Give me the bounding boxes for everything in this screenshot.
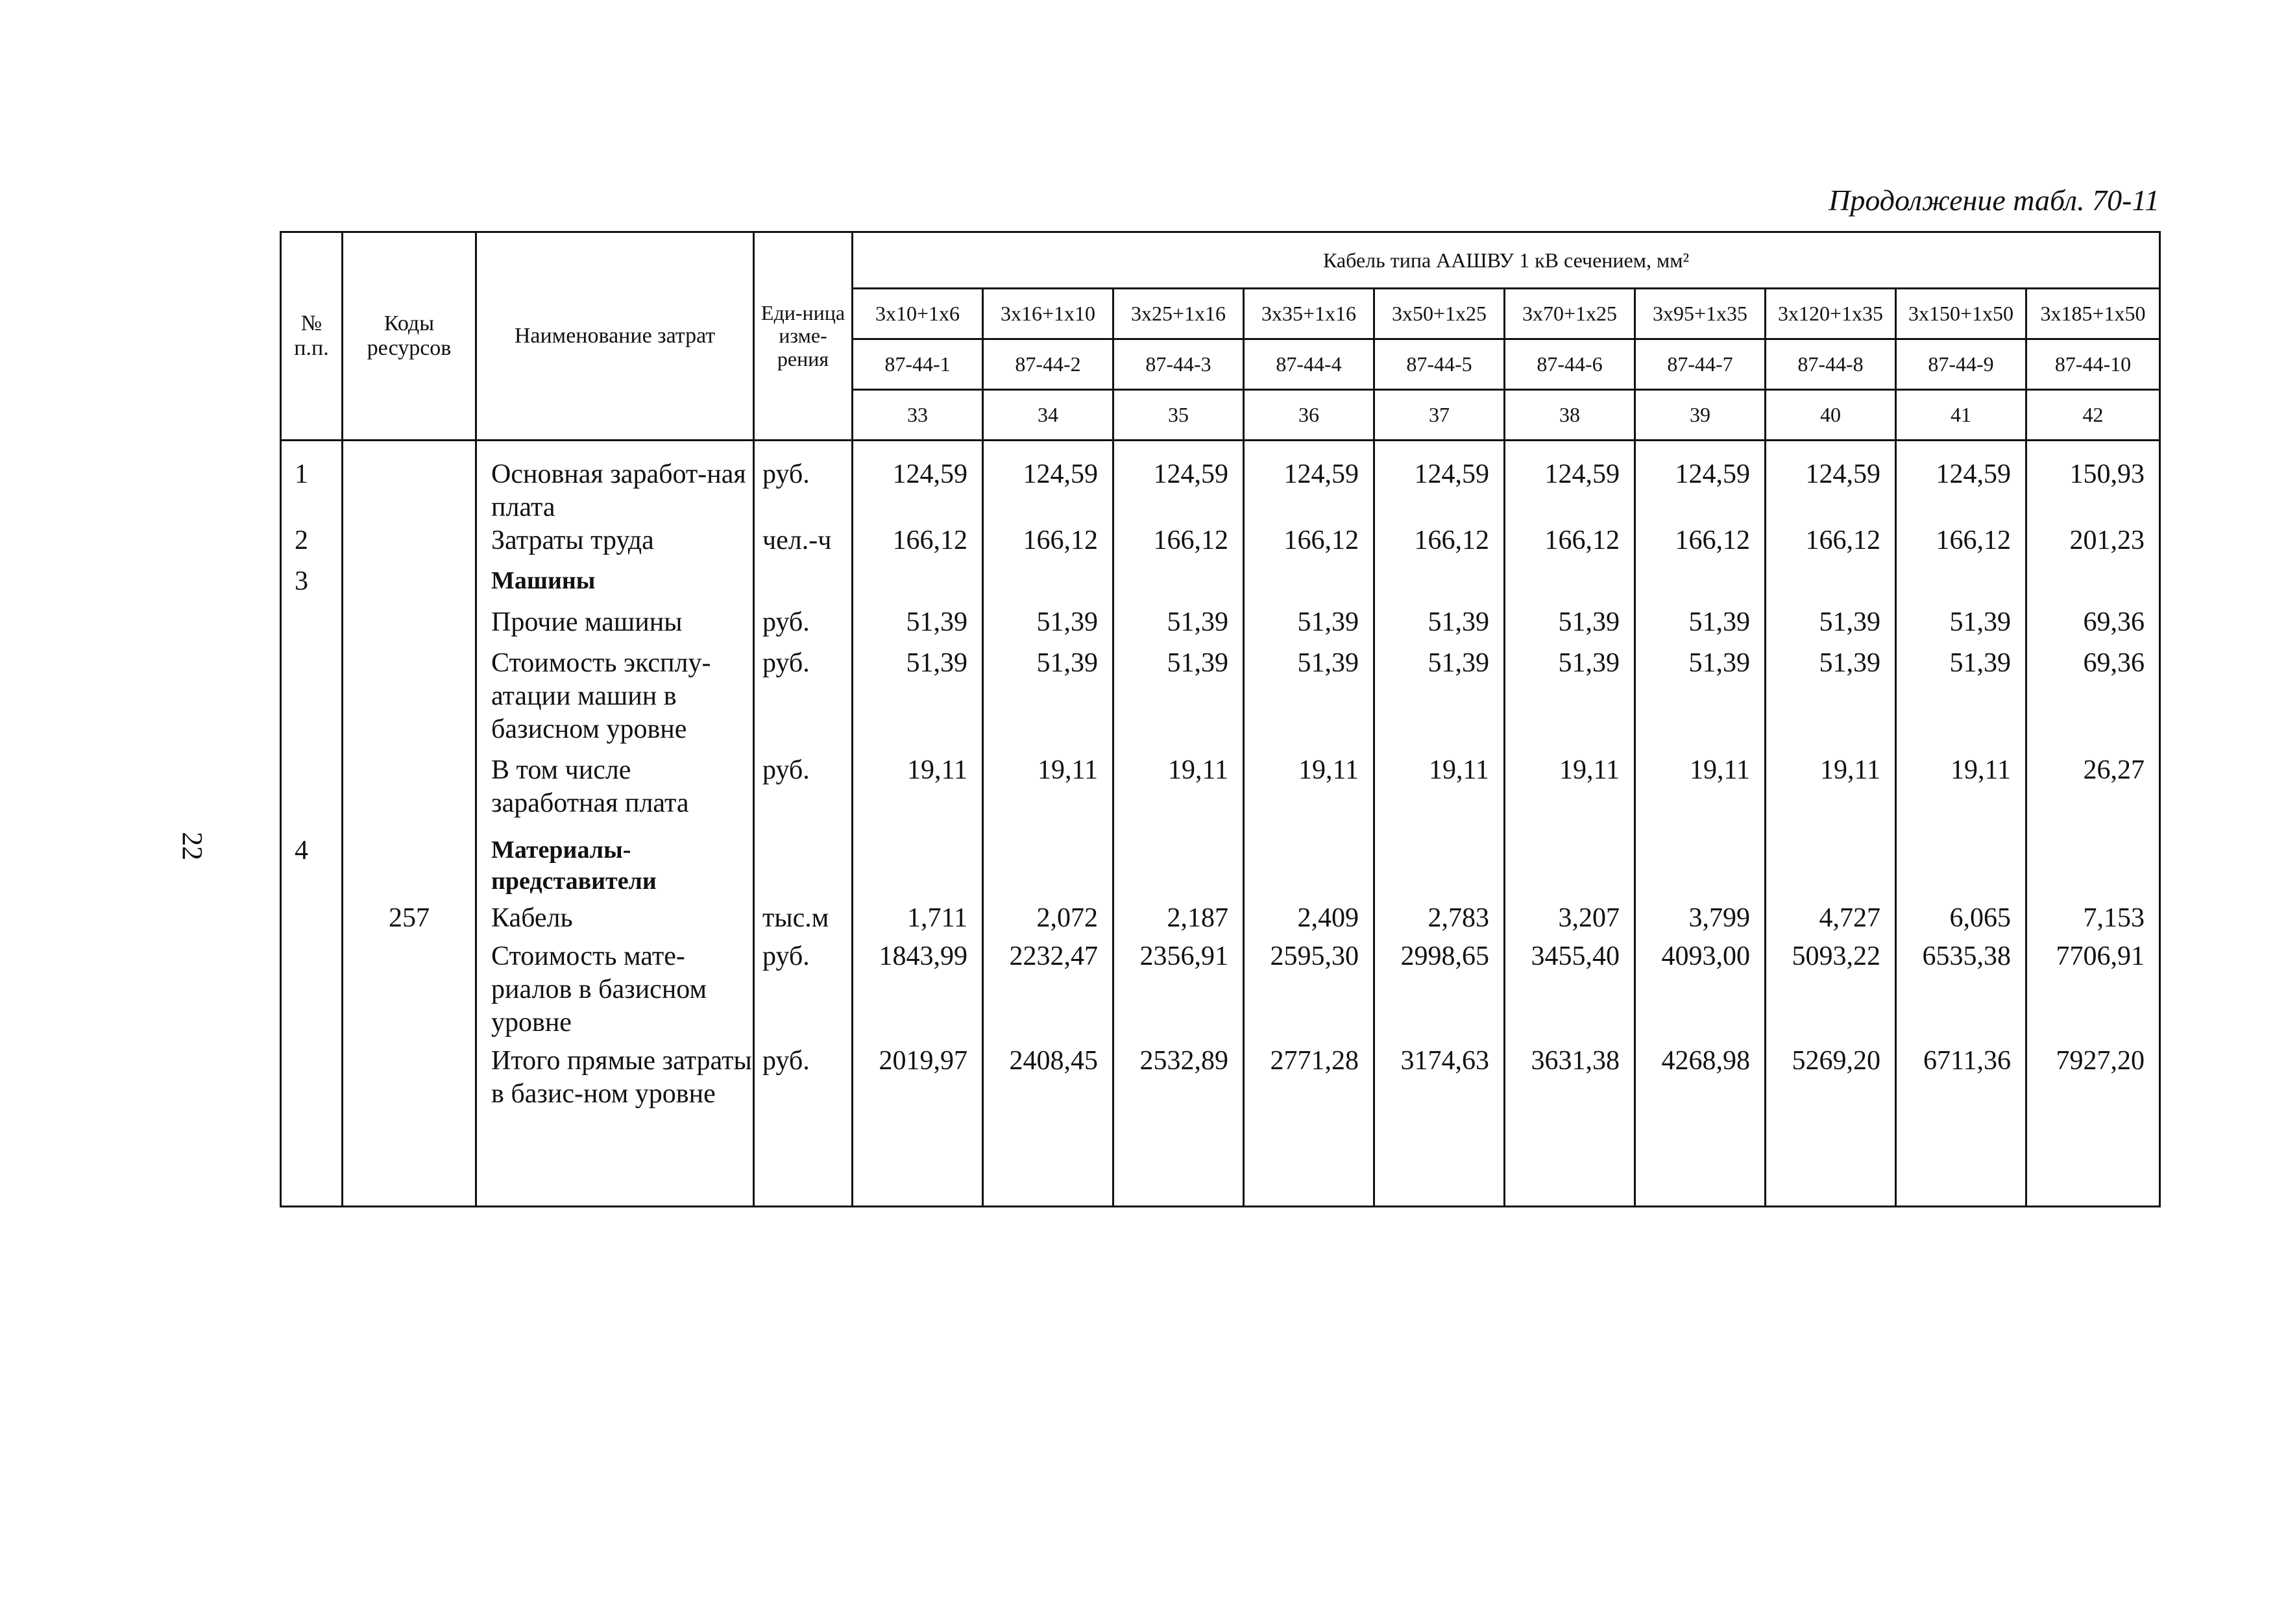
unit-of-measure xyxy=(754,557,853,598)
value-cell: 51,39 xyxy=(1766,639,1896,746)
row-number: 2 xyxy=(281,524,343,557)
header-size: 3x10+1x6 xyxy=(853,289,983,339)
value-cell: 4093,00 xyxy=(1635,935,1766,1039)
table-row xyxy=(281,557,2160,598)
value-cell: 19,11 xyxy=(1244,746,1374,820)
page-number: 22 xyxy=(176,832,208,860)
unit-of-measure: руб. xyxy=(754,746,853,820)
value-cell: 51,39 xyxy=(983,598,1113,639)
cost-item-name: Затраты труда xyxy=(476,524,754,557)
value-cell: 166,12 xyxy=(1244,524,1374,557)
cost-item-name: Основная заработ-ная плата xyxy=(476,441,754,525)
value-cell: 5269,20 xyxy=(1766,1039,1896,1111)
value-cell: 124,59 xyxy=(1766,441,1896,525)
header-no: № п.п. xyxy=(281,232,343,441)
value-cell xyxy=(1766,820,1896,897)
value-cell: 51,39 xyxy=(1113,639,1244,746)
value-cell: 51,39 xyxy=(1505,639,1635,746)
unit-of-measure xyxy=(754,820,853,897)
resource-code: 257 xyxy=(343,897,476,935)
table-row xyxy=(281,935,2160,1039)
header-rate-code: 87-44-1 xyxy=(853,339,983,390)
row-number xyxy=(281,1039,343,1111)
header-rate-code: 87-44-7 xyxy=(1635,339,1766,390)
row-number xyxy=(281,897,343,935)
value-cell xyxy=(2026,557,2160,598)
value-cell: 2771,28 xyxy=(1244,1039,1374,1111)
resource-code xyxy=(343,524,476,557)
value-cell: 26,27 xyxy=(2026,746,2160,820)
value-cell: 2408,45 xyxy=(983,1039,1113,1111)
header-column-number: 39 xyxy=(1635,390,1766,441)
value-cell xyxy=(1374,820,1505,897)
header-size: 3x95+1x35 xyxy=(1635,289,1766,339)
value-cell: 3631,38 xyxy=(1505,1039,1635,1111)
header-rate-code: 87-44-6 xyxy=(1505,339,1635,390)
value-cell: 51,39 xyxy=(1896,598,2026,639)
empty-cell xyxy=(2026,1111,2160,1207)
value-cell xyxy=(1244,820,1374,897)
value-cell: 2,409 xyxy=(1244,897,1374,935)
value-cell: 124,59 xyxy=(1374,441,1505,525)
unit-of-measure: руб. xyxy=(754,598,853,639)
section-heading: Материалы-представители xyxy=(476,820,754,897)
value-cell: 69,36 xyxy=(2026,598,2160,639)
cost-item-name: Кабель xyxy=(476,897,754,935)
value-cell: 166,12 xyxy=(1113,524,1244,557)
value-cell: 124,59 xyxy=(853,441,983,525)
value-cell: 124,59 xyxy=(1244,441,1374,525)
empty-cell xyxy=(281,1111,343,1207)
unit-of-measure: руб. xyxy=(754,441,853,525)
value-cell: 150,93 xyxy=(2026,441,2160,525)
table-row xyxy=(281,639,2160,746)
value-cell: 51,39 xyxy=(1374,639,1505,746)
value-cell: 69,36 xyxy=(2026,639,2160,746)
empty-cell xyxy=(1505,1111,1635,1207)
cost-item-name: Итого прямые затраты в базис-ном уровне xyxy=(476,1039,754,1111)
table-body xyxy=(281,441,2160,1207)
header-unit: Еди-ница изме-рения xyxy=(754,232,853,441)
resource-code xyxy=(343,557,476,598)
table-continuation-caption: Продолжение табл. 70-11 xyxy=(1829,184,2159,217)
unit-of-measure: руб. xyxy=(754,639,853,746)
resource-code xyxy=(343,935,476,1039)
resource-code xyxy=(343,1039,476,1111)
value-cell: 4268,98 xyxy=(1635,1039,1766,1111)
empty-cell xyxy=(1766,1111,1896,1207)
value-cell: 124,59 xyxy=(1635,441,1766,525)
header-size: 3x50+1x25 xyxy=(1374,289,1505,339)
empty-cell xyxy=(1896,1111,2026,1207)
value-cell: 51,39 xyxy=(1635,598,1766,639)
header-column-number: 38 xyxy=(1505,390,1635,441)
header-column-number: 33 xyxy=(853,390,983,441)
table-bottom-filler xyxy=(281,1111,2160,1207)
value-cell: 166,12 xyxy=(1505,524,1635,557)
table-row xyxy=(281,524,2160,557)
value-cell: 7,153 xyxy=(2026,897,2160,935)
row-number xyxy=(281,639,343,746)
header-size: 3x150+1x50 xyxy=(1896,289,2026,339)
value-cell: 51,39 xyxy=(1244,639,1374,746)
header-cable-group: Кабель типа ААШВУ 1 кВ сечением, мм² xyxy=(853,232,2160,289)
row-number xyxy=(281,746,343,820)
value-cell: 3455,40 xyxy=(1505,935,1635,1039)
header-size: 3x120+1x35 xyxy=(1766,289,1896,339)
unit-of-measure: руб. xyxy=(754,935,853,1039)
resource-code xyxy=(343,598,476,639)
resource-code xyxy=(343,820,476,897)
header-rate-code: 87-44-10 xyxy=(2026,339,2160,390)
header-rate-code: 87-44-3 xyxy=(1113,339,1244,390)
value-cell: 19,11 xyxy=(1635,746,1766,820)
value-cell: 7927,20 xyxy=(2026,1039,2160,1111)
value-cell: 2595,30 xyxy=(1244,935,1374,1039)
value-cell: 51,39 xyxy=(1244,598,1374,639)
value-cell xyxy=(1244,557,1374,598)
value-cell xyxy=(1896,557,2026,598)
unit-of-measure: тыс.м xyxy=(754,897,853,935)
row-number xyxy=(281,935,343,1039)
empty-cell xyxy=(476,1111,754,1207)
value-cell: 51,39 xyxy=(853,598,983,639)
row-number xyxy=(281,598,343,639)
value-cell: 6,065 xyxy=(1896,897,2026,935)
value-cell: 2,072 xyxy=(983,897,1113,935)
value-cell: 166,12 xyxy=(983,524,1113,557)
table-row xyxy=(281,746,2160,820)
row-number: 1 xyxy=(281,441,343,525)
resource-code xyxy=(343,746,476,820)
table-row xyxy=(281,897,2160,935)
value-cell: 3,799 xyxy=(1635,897,1766,935)
value-cell: 6711,36 xyxy=(1896,1039,2026,1111)
value-cell xyxy=(1113,820,1244,897)
header-column-number: 40 xyxy=(1766,390,1896,441)
header-name: Наименование затрат xyxy=(476,232,754,441)
header-size: 3x25+1x16 xyxy=(1113,289,1244,339)
header-column-number: 42 xyxy=(2026,390,2160,441)
table-header xyxy=(281,232,2160,441)
value-cell: 51,39 xyxy=(1896,639,2026,746)
value-cell: 51,39 xyxy=(1374,598,1505,639)
value-cell: 19,11 xyxy=(1766,746,1896,820)
empty-cell xyxy=(1113,1111,1244,1207)
value-cell: 124,59 xyxy=(1896,441,2026,525)
value-cell: 2232,47 xyxy=(983,935,1113,1039)
value-cell: 201,23 xyxy=(2026,524,2160,557)
table-row xyxy=(281,820,2160,897)
value-cell: 3174,63 xyxy=(1374,1039,1505,1111)
value-cell: 19,11 xyxy=(1505,746,1635,820)
value-cell: 51,39 xyxy=(1113,598,1244,639)
cost-item-name: Прочие машины xyxy=(476,598,754,639)
empty-cell xyxy=(343,1111,476,1207)
value-cell: 6535,38 xyxy=(1896,935,2026,1039)
value-cell xyxy=(1635,820,1766,897)
empty-cell xyxy=(853,1111,983,1207)
value-cell xyxy=(2026,820,2160,897)
header-codes: Коды ресурсов xyxy=(343,232,476,441)
header-rate-code: 87-44-9 xyxy=(1896,339,2026,390)
value-cell: 51,39 xyxy=(983,639,1113,746)
value-cell: 19,11 xyxy=(983,746,1113,820)
row-number: 3 xyxy=(281,557,343,598)
empty-cell xyxy=(754,1111,853,1207)
header-size: 3x16+1x10 xyxy=(983,289,1113,339)
value-cell: 7706,91 xyxy=(2026,935,2160,1039)
value-cell: 166,12 xyxy=(1635,524,1766,557)
value-cell xyxy=(983,557,1113,598)
empty-cell xyxy=(1244,1111,1374,1207)
value-cell: 51,39 xyxy=(1766,598,1896,639)
value-cell: 19,11 xyxy=(1374,746,1505,820)
value-cell: 2,783 xyxy=(1374,897,1505,935)
empty-cell xyxy=(1374,1111,1505,1207)
value-cell: 2998,65 xyxy=(1374,935,1505,1039)
header-row-group xyxy=(281,232,2160,289)
unit-of-measure: руб. xyxy=(754,1039,853,1111)
resource-code xyxy=(343,441,476,525)
value-cell xyxy=(1505,557,1635,598)
value-cell: 166,12 xyxy=(1374,524,1505,557)
cost-item-name: Стоимость эксплу-атации машин в базисном уровне xyxy=(476,639,754,746)
empty-cell xyxy=(1635,1111,1766,1207)
value-cell: 124,59 xyxy=(1113,441,1244,525)
value-cell xyxy=(853,820,983,897)
value-cell: 2019,97 xyxy=(853,1039,983,1111)
value-cell xyxy=(1374,557,1505,598)
value-cell xyxy=(983,820,1113,897)
value-cell: 124,59 xyxy=(983,441,1113,525)
header-column-number: 41 xyxy=(1896,390,2026,441)
header-column-number: 34 xyxy=(983,390,1113,441)
value-cell xyxy=(1505,820,1635,897)
value-cell: 5093,22 xyxy=(1766,935,1896,1039)
header-size: 3x35+1x16 xyxy=(1244,289,1374,339)
value-cell: 2,187 xyxy=(1113,897,1244,935)
value-cell xyxy=(1766,557,1896,598)
header-column-number: 36 xyxy=(1244,390,1374,441)
header-rate-code: 87-44-8 xyxy=(1766,339,1896,390)
value-cell: 51,39 xyxy=(1505,598,1635,639)
value-cell: 51,39 xyxy=(853,639,983,746)
value-cell: 3,207 xyxy=(1505,897,1635,935)
value-cell: 51,39 xyxy=(1635,639,1766,746)
value-cell: 166,12 xyxy=(1896,524,2026,557)
header-rate-code: 87-44-4 xyxy=(1244,339,1374,390)
value-cell: 166,12 xyxy=(1766,524,1896,557)
header-column-number: 35 xyxy=(1113,390,1244,441)
table-row xyxy=(281,441,2160,525)
value-cell: 4,727 xyxy=(1766,897,1896,935)
section-heading: Машины xyxy=(476,557,754,598)
header-size: 3x70+1x25 xyxy=(1505,289,1635,339)
empty-cell xyxy=(983,1111,1113,1207)
cost-item-name: В том числе заработная плата xyxy=(476,746,754,820)
row-number: 4 xyxy=(281,820,343,897)
header-size: 3x185+1x50 xyxy=(2026,289,2160,339)
value-cell: 19,11 xyxy=(1113,746,1244,820)
cost-item-name: Стоимость мате-риалов в базисном уровне xyxy=(476,935,754,1039)
value-cell xyxy=(853,557,983,598)
value-cell xyxy=(1635,557,1766,598)
value-cell xyxy=(1113,557,1244,598)
value-cell: 19,11 xyxy=(1896,746,2026,820)
table-row xyxy=(281,598,2160,639)
value-cell: 2532,89 xyxy=(1113,1039,1244,1111)
value-cell: 1,711 xyxy=(853,897,983,935)
value-cell: 166,12 xyxy=(853,524,983,557)
header-rate-code: 87-44-5 xyxy=(1374,339,1505,390)
value-cell: 2356,91 xyxy=(1113,935,1244,1039)
value-cell xyxy=(1896,820,2026,897)
value-cell: 1843,99 xyxy=(853,935,983,1039)
header-column-number: 37 xyxy=(1374,390,1505,441)
table-row xyxy=(281,1039,2160,1111)
resource-estimate-table xyxy=(280,231,2161,1207)
value-cell: 19,11 xyxy=(853,746,983,820)
header-rate-code: 87-44-2 xyxy=(983,339,1113,390)
resource-code xyxy=(343,639,476,746)
value-cell: 124,59 xyxy=(1505,441,1635,525)
unit-of-measure: чел.-ч xyxy=(754,524,853,557)
